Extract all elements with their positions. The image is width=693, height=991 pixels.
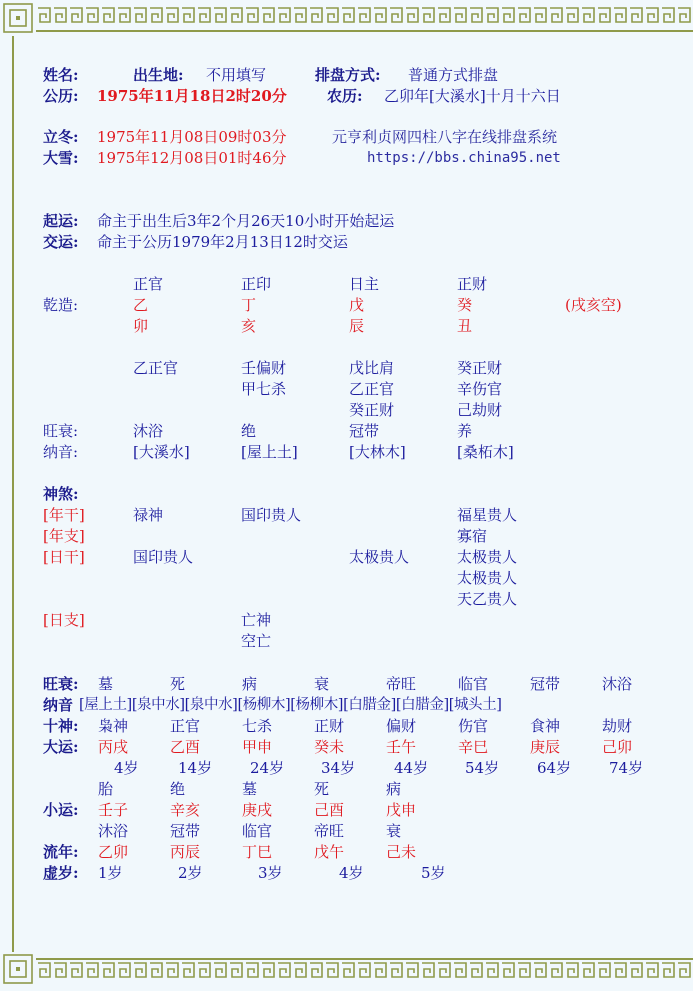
liunian-label: 流年: — [43, 843, 79, 861]
nayin-hour: [桑柘木] — [457, 443, 514, 461]
shensha-item: 天乙贵人 — [457, 590, 518, 608]
shensha-item: 国印贵人 — [133, 548, 194, 566]
shensha-row-label: [日干] — [43, 548, 85, 566]
hidden-stem: 癸正财 — [349, 401, 395, 419]
shensha-row-label: [年干] — [43, 506, 85, 524]
dayun-age: 64岁 — [537, 759, 572, 777]
shensha-item: 太极贵人 — [457, 569, 518, 587]
shensha-item: 空亡 — [241, 632, 272, 650]
liunian-pillar: 戊午 — [314, 843, 345, 861]
pillar-god-year: 正官 — [133, 275, 164, 293]
dayun-pillar: 丙戌 — [98, 738, 129, 756]
dayun-shishen: 正官 — [170, 717, 201, 735]
dayun-age: 44岁 — [394, 759, 429, 777]
liunian-pillar: 乙卯 — [98, 843, 129, 861]
dayun-pillar: 乙酉 — [170, 738, 201, 756]
dayun-wangshuai: 死 — [170, 675, 186, 693]
dayun-shishen: 劫财 — [602, 717, 633, 735]
dayun-age: 14岁 — [178, 759, 213, 777]
hidden-stem: 甲七杀 — [241, 380, 287, 398]
hidden-stem: 乙正官 — [133, 359, 179, 377]
xiaoyun-pillar: 辛亥 — [170, 801, 201, 819]
lidong-value: 1975年11月08日09时03分 — [97, 128, 287, 146]
wangshuai-hour: 养 — [457, 422, 473, 440]
xiaoyun-bottom: 临官 — [242, 822, 273, 840]
wangshuai-day: 冠带 — [349, 422, 380, 440]
shensha-item: 福星贵人 — [457, 506, 518, 524]
dayun-age: 54岁 — [465, 759, 500, 777]
xiaoyun-bottom: 沐浴 — [98, 822, 129, 840]
xusui-age: 3岁 — [258, 864, 283, 882]
dayun-shishen: 正财 — [314, 717, 345, 735]
liunian-pillar: 丁巳 — [242, 843, 273, 861]
daxue-value: 1975年12月08日01时46分 — [97, 149, 287, 167]
pillar-god-day: 日主 — [349, 275, 380, 293]
dayun-wangshuai: 临官 — [458, 675, 489, 693]
jiaoyun-label: 交运: — [43, 233, 79, 251]
dayun-pillar: 庚辰 — [530, 738, 561, 756]
branch-month: 亥 — [241, 317, 257, 335]
lidong-label: 立冬: — [43, 128, 79, 146]
xiaoyun-pillar: 戊申 — [386, 801, 417, 819]
xiaoyun-pillar: 壬子 — [98, 801, 129, 819]
xiaoyun-top: 死 — [314, 780, 330, 798]
shensha-row-label: [年支] — [43, 527, 85, 545]
dayun-age: 34岁 — [321, 759, 356, 777]
hidden-stem: 乙正官 — [349, 380, 395, 398]
pillar-god-hour: 正财 — [457, 275, 488, 293]
shensha-row-label: [日支] — [43, 611, 85, 629]
bottom-border-pattern — [0, 951, 693, 991]
top-border-pattern — [0, 0, 693, 40]
branch-year: 卯 — [133, 317, 149, 335]
hidden-stem: 己劫财 — [457, 401, 503, 419]
dayun-pillar: 癸未 — [314, 738, 345, 756]
qianzao-label: 乾造: — [43, 296, 79, 314]
nayin-month: [屋上土] — [241, 443, 298, 461]
dayun-wangshuai: 墓 — [98, 675, 114, 693]
dayun-wangshuai-label: 旺衰: — [43, 675, 79, 693]
branch-hour: 丑 — [457, 317, 473, 335]
xusui-age: 1岁 — [98, 864, 123, 882]
dayun-wangshuai: 衰 — [314, 675, 330, 693]
stem-hour: 癸 — [457, 296, 473, 314]
left-border-line — [12, 36, 14, 952]
xusui-age: 2岁 — [178, 864, 203, 882]
shensha-item: 寡宿 — [457, 527, 488, 545]
nayin-label: 纳音: — [43, 443, 79, 461]
xiaoyun-bottom: 冠带 — [170, 822, 201, 840]
dayun-shishen: 伤官 — [458, 717, 489, 735]
xusui-label: 虚岁: — [43, 864, 79, 882]
xiaoyun-label: 小运: — [43, 801, 79, 819]
method-label: 排盘方式: — [315, 66, 381, 84]
nayin-day: [大林木] — [349, 443, 406, 461]
xiaoyun-bottom: 衰 — [386, 822, 402, 840]
hidden-stem: 壬偏财 — [241, 359, 287, 377]
dayun-age: 4岁 — [114, 759, 139, 777]
xusui-age: 5岁 — [421, 864, 446, 882]
xusui-age: 4岁 — [339, 864, 364, 882]
method-value: 普通方式排盘 — [408, 66, 499, 84]
solar-date-value: 1975年11月18日2时20分 — [97, 87, 287, 105]
dayun-wangshuai: 帝旺 — [386, 675, 417, 693]
dayun-shishen: 食神 — [530, 717, 561, 735]
dayun-shishen-label: 十神: — [43, 717, 79, 735]
xiaoyun-top: 胎 — [98, 780, 114, 798]
xiaoyun-bottom: 帝旺 — [314, 822, 345, 840]
hidden-stem: 癸正财 — [457, 359, 503, 377]
name-label: 姓名: — [43, 66, 79, 84]
stem-year: 乙 — [133, 296, 149, 314]
dayun-pillar: 壬午 — [386, 738, 417, 756]
shensha-item: 禄神 — [133, 506, 164, 524]
shensha-item: 太极贵人 — [349, 548, 410, 566]
dayun-nayin: [屋上土][泉中水][泉中水][杨柳木][杨柳木][白腊金][白腊金][城头土] — [79, 697, 502, 713]
solar-date-label: 公历: — [43, 87, 79, 105]
birthplace-label: 出生地: — [133, 66, 184, 84]
stem-month: 丁 — [241, 296, 257, 314]
xiaoyun-top: 绝 — [170, 780, 186, 798]
top-border-line — [36, 30, 693, 32]
dayun-nayin-label: 纳音 — [43, 696, 74, 714]
dayun-shishen: 枭神 — [98, 717, 129, 735]
wangshuai-year: 沐浴 — [133, 422, 164, 440]
dayun-wangshuai: 病 — [242, 675, 258, 693]
qiyun-value: 命主于出生后3年2个月26天10小时开始起运 — [97, 212, 395, 230]
site-url-link[interactable]: https://bbs.china95.net — [367, 150, 561, 166]
shensha-item: 太极贵人 — [457, 548, 518, 566]
dayun-label: 大运: — [43, 738, 79, 756]
dayun-pillar: 辛巳 — [458, 738, 489, 756]
xiaoyun-pillar: 庚戌 — [242, 801, 273, 819]
hidden-stem: 戊比肩 — [349, 359, 395, 377]
jiaoyun-value: 命主于公历1979年2月13日12时交运 — [97, 233, 348, 251]
nayin-year: [大溪水] — [133, 443, 190, 461]
dayun-wangshuai: 沐浴 — [602, 675, 633, 693]
qiyun-label: 起运: — [43, 212, 79, 230]
dayun-shishen: 七杀 — [242, 717, 273, 735]
shensha-item: 国印贵人 — [241, 506, 302, 524]
wangshuai-label: 旺衰: — [43, 422, 79, 440]
lunar-date-value: 乙卯年[大溪水]十月十六日 — [384, 87, 561, 105]
branch-day: 辰 — [349, 317, 365, 335]
shensha-item: 亡神 — [241, 611, 272, 629]
wangshuai-month: 绝 — [241, 422, 257, 440]
kongwang: (戌亥空) — [565, 296, 622, 314]
daxue-label: 大雪: — [43, 149, 79, 167]
pillar-god-month: 正印 — [241, 275, 272, 293]
dayun-pillar: 己卯 — [602, 738, 633, 756]
xiaoyun-top: 病 — [386, 780, 402, 798]
xiaoyun-top: 墓 — [242, 780, 258, 798]
dayun-age: 74岁 — [609, 759, 644, 777]
dayun-shishen: 偏财 — [386, 717, 417, 735]
stem-day: 戊 — [349, 296, 365, 314]
lunar-date-label: 农历: — [327, 87, 363, 105]
liunian-pillar: 己未 — [386, 843, 417, 861]
hidden-stem: 辛伤官 — [457, 380, 503, 398]
liunian-pillar: 丙辰 — [170, 843, 201, 861]
dayun-wangshuai: 冠带 — [530, 675, 561, 693]
bottom-border-line — [36, 958, 693, 960]
dayun-pillar: 甲申 — [242, 738, 273, 756]
site-name-link[interactable]: 元亨利贞网四柱八字在线排盘系统 — [332, 128, 558, 146]
dayun-age: 24岁 — [250, 759, 285, 777]
xiaoyun-pillar: 己酉 — [314, 801, 345, 819]
shensha-title: 神煞: — [43, 485, 79, 503]
birthplace-value: 不用填写 — [206, 66, 267, 84]
